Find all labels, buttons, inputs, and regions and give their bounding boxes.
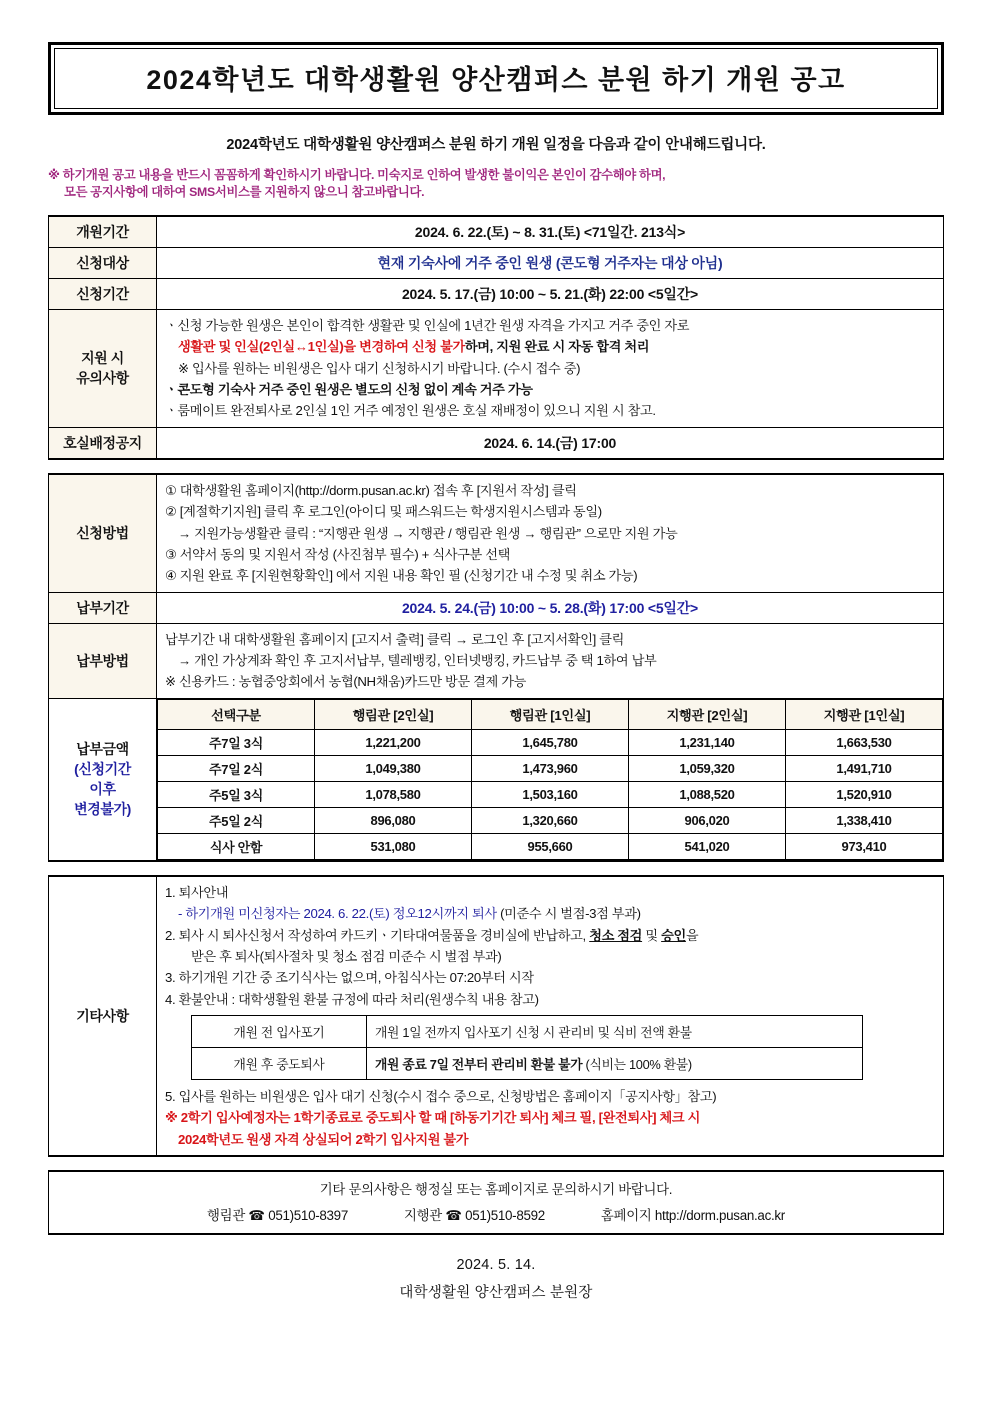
payment-method-list: [165, 629, 935, 693]
telephone-icon: ☎: [445, 1208, 462, 1224]
table-row: [158, 807, 943, 833]
lede-text: 2024학년도 대학생활원 양산캠퍼스 분원 하기 개원 일정을 다음과 같이 안내해드립니다.: [226, 137, 766, 153]
fee-category-3: 주5일 2식: [158, 807, 315, 833]
page-title: 2024학년도 대학생활원 양산캠퍼스 분원 하기 개원 공고: [146, 65, 846, 95]
table-row-target: [49, 247, 944, 278]
label-cautions-line2: 유의사항: [76, 370, 129, 387]
table-row-period: [49, 216, 944, 248]
value-apply-period: 2024. 5. 17.(금) 10:00 ~ 5. 21.(화) 22:00 <5일간>: [157, 278, 944, 309]
fee-category-1: 주7일 2식: [158, 755, 315, 781]
fee-header-3: 지행관 [2인실]: [629, 699, 786, 729]
value-payment-period: 2024. 5. 24.(금) 10:00 ~ 5. 28.(화) 17:00 <5일간>: [157, 592, 944, 623]
refund-key-0: 개원 전 입사포기: [192, 1016, 367, 1048]
other-item-2a: [165, 925, 935, 946]
other-item-2b: 받은 후 퇴사(퇴사절차 및 청소 점검 미준수 시 벌점 부과): [191, 948, 502, 964]
caution-item-1b: [165, 336, 935, 357]
table-row: [158, 729, 943, 755]
contact-jihaeng-value: 051)510-8592: [465, 1208, 545, 1224]
fee-cell-4-2: 541,020: [629, 833, 786, 859]
caution-item-3: ㆍ룸메이트 완전퇴사로 2인실 1인 거주 예정인 원생은 호실 재배정이 있으니 지원 시 참고.: [165, 403, 656, 419]
label-payment-period: 납부기간: [49, 592, 157, 623]
contact-haenglim-label: 행림관: [207, 1208, 245, 1224]
fee-cell-0-2: 1,231,140: [629, 729, 786, 755]
contact-homepage[interactable]: [601, 1205, 785, 1224]
table-row: [158, 755, 943, 781]
contact-haenglim-value: 051)510-8397: [268, 1208, 348, 1224]
refund-value-1-text: (식비는 100% 환불): [585, 1057, 692, 1073]
other-item-2-underline-1: 청소 점검: [589, 927, 643, 943]
payment-method-3: ※ 신용카드 : 농협중앙회에서 농협(NH채움)카드만 방문 결제 가능: [165, 674, 526, 690]
fee-category-2: 주5일 3식: [158, 781, 315, 807]
label-cautions-line1: 지원 시: [81, 350, 124, 367]
other-item-4: 4. 환불안내 : 대학생활원 환불 규정에 따라 처리(원생수칙 내용 참고): [165, 991, 539, 1007]
warning-notice: [48, 167, 944, 202]
title-box: [48, 42, 944, 115]
table-row-apply-period: [49, 278, 944, 309]
label-apply-method: 신청방법: [49, 474, 157, 592]
other-item-6-line2: 2024학년도 원생 자격 상실되어 2학기 입사지원 불가: [178, 1131, 469, 1147]
telephone-icon: ☎: [248, 1208, 265, 1224]
table-row-pay-method: [49, 623, 944, 698]
fee-cell-1-2: 1,059,320: [629, 755, 786, 781]
refund-value-0-text: 개원 1일 전까지 입사포기 신청 시 관리비 및 식비 전액 환불: [375, 1025, 692, 1041]
caution-1b-rest: 하며, 지원 완료 시 자동 합격 처리: [464, 339, 650, 355]
other-matters-list-2: [165, 1086, 935, 1150]
contact-haenglim: [207, 1205, 348, 1224]
fee-cell-2-3: 1,520,910: [786, 781, 943, 807]
signoff-block: [48, 1251, 944, 1308]
table-row: [158, 781, 943, 807]
caution-item-1c: ※ 입사를 원하는 비원생은 입사 대기 신청하시기 바랍니다. (수시 접수 중): [178, 360, 581, 376]
table-row-room-notice: [49, 427, 944, 459]
fee-header-1: 행림관 [2인실]: [315, 699, 472, 729]
table-row: [192, 1048, 863, 1080]
value-open-period: 2024. 6. 22.(토) ~ 8. 31.(토) <71일간. 213식>: [157, 216, 944, 248]
value-apply-target: 현재 기숙사에 거주 중인 원생 (콘도형 거주자는 대상 아님): [157, 247, 944, 278]
value-room-assignment-notice: 2024. 6. 14.(금) 17:00: [157, 427, 944, 459]
other-item-5: 5. 입사를 원하는 비원생은 입사 대기 신청(수시 접수 중으로, 신청방법은 홈페이지「공지사항」참고): [165, 1089, 717, 1105]
warning-line-1: ※ 하기개원 공고 내용을 반드시 꼼꼼하게 확인하시기 바랍니다. 미숙지로 인하여 발생한 불이익은 본인이 감수해야 하며,: [48, 168, 666, 182]
contact-jihaeng-label: 지행관: [403, 1208, 442, 1224]
warning-line-2: 모든 공지사항에 대하여 SMS서비스를 지원하지 않으니 참고바랍니다.: [64, 185, 425, 200]
caution-item-1a: ㆍ신청 가능한 원생은 본인이 합격한 생활관 및 인실에 1년간 원생 자격을 가지고 거주 중인 자로: [165, 317, 690, 333]
refund-value-1: [367, 1048, 863, 1080]
fee-header-4: 지행관 [1인실]: [786, 699, 943, 729]
label-room-assignment-notice: 호실배정공지: [49, 427, 157, 459]
other-item-2-mid: 및: [645, 927, 658, 943]
label-application-cautions: [49, 309, 157, 427]
value-other-matters: [157, 876, 944, 1156]
apply-step-1: ① 대학생활원 홈페이지(http://dorm.pusan.ac.kr) 접속 후 [지원서 작성] 클릭: [165, 482, 577, 498]
fee-cell-0-1: 1,645,780: [472, 729, 629, 755]
other-item-2-underline-2: 승인: [661, 927, 686, 943]
label-apply-target: 신청대상: [49, 247, 157, 278]
fee-cell-1-3: 1,491,710: [786, 755, 943, 781]
fee-cell-3-0: 896,080: [315, 807, 472, 833]
label-other-matters: 기타사항: [49, 876, 157, 1156]
fee-header-2: 행림관 [1인실]: [472, 699, 629, 729]
cautions-list: [165, 315, 935, 422]
fee-cell-1-1: 1,473,960: [472, 755, 629, 781]
signoff-signer: 대학생활원 양산캠퍼스 분원장: [399, 1285, 593, 1302]
fee-cell-2-2: 1,088,520: [629, 781, 786, 807]
label-payment-method: 납부방법: [49, 623, 157, 698]
other-item-3: 3. 하기개원 기간 중 조기식사는 없으며, 아침식사는 07:20부터 시작: [165, 970, 534, 986]
refund-table: [191, 1015, 863, 1080]
table-row: [158, 833, 943, 859]
label-fee-sub1: (신청기간: [74, 761, 131, 778]
caution-red-emphasis: 생활관 및 인실(2인실↔1인실)을 변경하여 신청 불가: [178, 339, 465, 355]
fee-cell-2-0: 1,078,580: [315, 781, 472, 807]
value-application-cautions: [157, 309, 944, 427]
fee-cell-0-0: 1,221,200: [315, 729, 472, 755]
value-payment-amount: [157, 698, 944, 861]
label-open-period: 개원기간: [49, 216, 157, 248]
title-inner: [54, 48, 938, 109]
fee-category-4: 식사 안함: [158, 833, 315, 859]
signoff-date: 2024. 5. 14.: [456, 1257, 536, 1274]
apply-steps-list: [165, 480, 935, 587]
table-row-apply-method: [49, 474, 944, 592]
other-item-2-tail: 을: [685, 927, 699, 943]
fee-cell-3-2: 906,020: [629, 807, 786, 833]
value-payment-method: [157, 623, 944, 698]
caution-item-2: ㆍ콘도형 기숙사 거주 중인 원생은 별도의 신청 없이 계속 거주 가능: [165, 382, 533, 398]
fee-cell-2-1: 1,503,160: [472, 781, 629, 807]
apply-step-2-sub: → 지원가능생활관 클릭 : “지행관 원생 → 지행관 / 행림관 원생 → 행림관” 으로만 지원 가능: [178, 525, 678, 541]
table-row-cautions: [49, 309, 944, 427]
other-item-6-line1: ※ 2학기 입사예정자는 1학기종료로 중도퇴사 할 때 [하동기기간 퇴사] 체크 필, [완전퇴사] 체크 시: [165, 1110, 701, 1126]
fee-table: [157, 699, 943, 860]
other-item-2-text: 2. 퇴사 시 퇴사신청서 작성하여 카드키ㆍ기타대여물품을 경비실에 반납하고,: [165, 927, 586, 943]
other-item-1-sub-rest: (미준수 시 벌점-3점 부과): [500, 906, 641, 922]
schedule-table: [48, 215, 944, 460]
other-item-1-title: 1. 퇴사안내: [165, 884, 229, 900]
label-apply-period: 신청기간: [49, 278, 157, 309]
fee-table-header-row: [158, 699, 943, 729]
contact-block: [48, 1170, 944, 1235]
contact-homepage-value[interactable]: http://dorm.pusan.ac.kr: [654, 1208, 785, 1224]
table-row-fee: [49, 698, 944, 861]
other-item-1-sub: [165, 903, 935, 924]
refund-value-1-bold: 개원 종료 7일 전부터 관리비 환불 불가: [375, 1057, 583, 1073]
table-row: [192, 1016, 863, 1048]
fee-cell-3-1: 1,320,660: [472, 807, 629, 833]
fee-cell-3-3: 1,338,410: [786, 807, 943, 833]
application-payment-table: [48, 473, 944, 862]
table-row-other-matters: [49, 876, 944, 1156]
label-fee-sub2: 이후: [89, 781, 116, 798]
contact-jihaeng: [404, 1205, 545, 1224]
contact-homepage-label: 홈페이지: [600, 1208, 652, 1224]
fee-cell-4-3: 973,410: [786, 833, 943, 859]
other-matters-list: [165, 882, 935, 1010]
other-item-1-sub-blue: - 하기개원 미신청자는 2024. 6. 22.(토) 정오12시까지 퇴사: [178, 906, 497, 922]
fee-header-0: 선택구분: [158, 699, 315, 729]
value-apply-method: [157, 474, 944, 592]
fee-cell-4-0: 531,080: [315, 833, 472, 859]
fee-cell-1-0: 1,049,380: [315, 755, 472, 781]
table-row-pay-period: [49, 592, 944, 623]
refund-key-1: 개원 후 중도퇴사: [192, 1048, 367, 1080]
apply-step-2: ② [계절학기지원] 클릭 후 로그인(아이디 및 패스워드는 학생지원시스템과 동일): [165, 504, 602, 520]
contact-row: [49, 1205, 943, 1224]
payment-method-1: 납부기간 내 대학생활원 홈페이지 [고지서 출력] 클릭 → 로그인 후 [고지서확인] 클릭: [165, 631, 624, 647]
fee-cell-0-3: 1,663,530: [786, 729, 943, 755]
apply-step-4: ④ 지원 완료 후 [지원현황확인] 에서 지원 내용 확인 필 (신청기간 내 수정 및 취소 가능): [165, 568, 638, 584]
label-fee-sub3: 변경불가): [74, 801, 131, 818]
inquiry-text: 기타 문의사항은 행정실 또는 홈페이지로 문의하시기 바랍니다.: [319, 1182, 673, 1198]
label-fee-main: 납부금액: [76, 741, 129, 758]
apply-step-3: ③ 서약서 동의 및 지원서 작성 (사진첨부 필수) + 식사구분 선택: [165, 546, 510, 562]
other-matters-table: [48, 875, 944, 1157]
refund-value-0: [367, 1016, 863, 1048]
payment-method-2: → 개인 가상계좌 확인 후 고지서납부, 텔레뱅킹, 인터넷뱅킹, 카드납부 중 택 1하여 납부: [178, 653, 657, 669]
fee-cell-4-1: 955,660: [472, 833, 629, 859]
label-payment-amount: [49, 698, 157, 861]
fee-category-0: 주7일 3식: [158, 729, 315, 755]
